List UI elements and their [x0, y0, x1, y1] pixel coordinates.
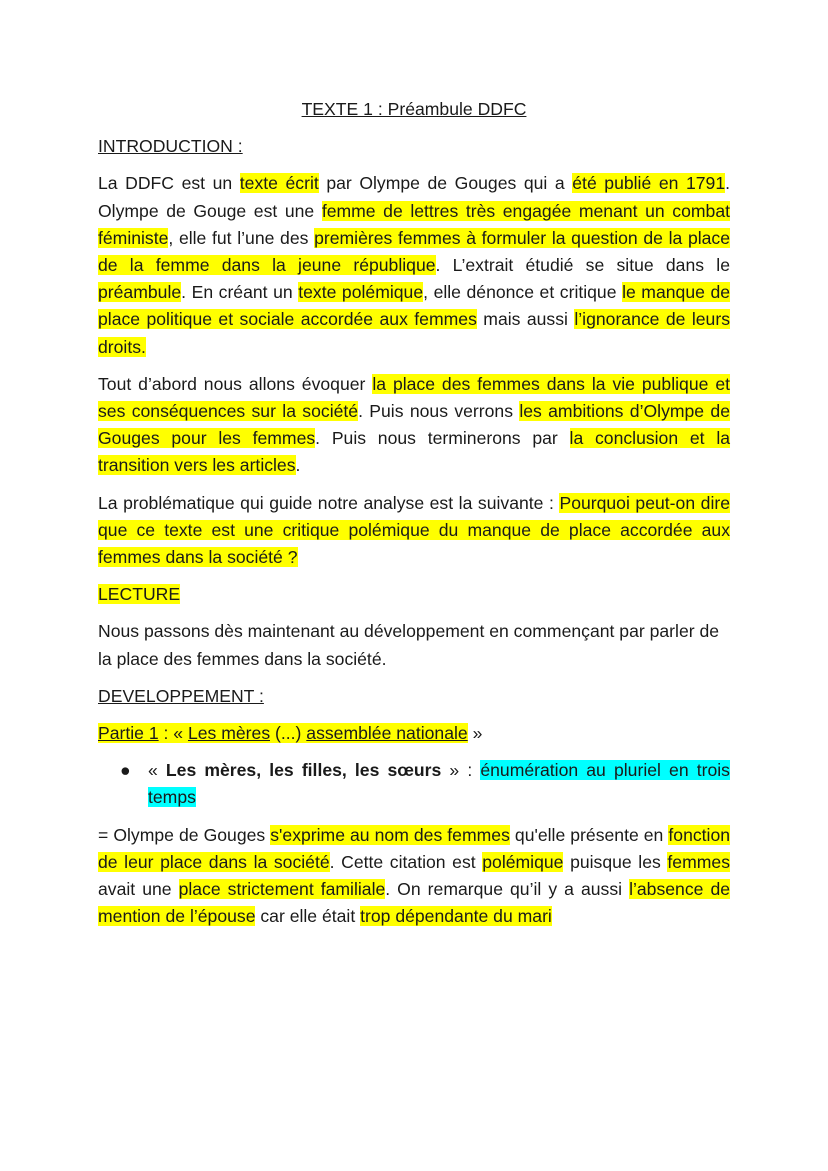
bullet-item	[98, 757, 730, 811]
transition-paragraph: Nous passons dès maintenant au développement en commençant par parler de la place des femmes dans la société.	[98, 621, 720, 669]
highlighted-text: préambule	[98, 282, 182, 303]
text-run: par Olympe de Gouges qui a	[318, 173, 573, 194]
highlighted-text: femme de lettres très engagée menant un combat féministe	[98, 200, 730, 248]
partie-quote-start: Les mères	[187, 723, 271, 744]
highlighted-text: trop dépendante du mari	[360, 906, 552, 927]
highlighted-text: texte écrit	[239, 173, 319, 194]
text-run: , elle dénonce et critique	[423, 282, 623, 303]
bullet-dot-icon: ●	[120, 760, 131, 781]
highlighted-text: l’absence de mention de l’épouse	[98, 879, 731, 927]
text-run: = Olympe de Gouges	[98, 824, 271, 845]
text-run: . Cette citation est	[329, 851, 483, 872]
text-run: . L’extrait étudié se situe dans le	[435, 255, 730, 276]
text-run: . En créant un	[181, 282, 299, 303]
text-run: avait une	[98, 879, 179, 900]
text-run: . Olympe de Gouge est une	[98, 173, 731, 221]
partie-quote-end: assemblée nationale	[306, 723, 468, 744]
text-run: qu'elle présente en	[509, 824, 669, 845]
document-title: TEXTE 1 : Préambule DDFC	[301, 99, 527, 119]
highlighted-text: le manque de place politique et sociale accordée aux femmes	[98, 282, 731, 330]
bullet-close: » :	[441, 760, 481, 781]
highlighted-text: fonction de leur place dans la société	[98, 824, 731, 872]
text-run: mais aussi	[476, 309, 575, 330]
text-run: Tout d’abord nous allons évoquer	[98, 373, 373, 394]
partie-ellipsis: (...)	[270, 723, 307, 744]
intro-paragraph-3	[98, 490, 730, 572]
text-run: . On remarque qu’il y a aussi	[385, 879, 630, 900]
partie-label: Partie 1	[98, 723, 159, 744]
partie-1-heading	[98, 720, 730, 747]
document-page	[98, 96, 730, 940]
lecture-label	[98, 581, 730, 608]
highlighted-text: l’ignorance de leurs droits.	[98, 309, 730, 357]
highlighted-text: Pourquoi peut-on dire que ce texte est une critique polémique du manque de place accordée aux femmes dans la société ?	[98, 492, 730, 568]
partie-separator: : «	[158, 723, 188, 744]
highlighted-text: été publié en 1791	[572, 173, 726, 194]
intro-paragraph-2	[98, 371, 730, 480]
highlighted-text: la place des femmes dans la vie publique et ses conséquences sur la société	[98, 373, 730, 422]
text-run: puisque les	[563, 851, 668, 872]
highlighted-text: s'exprime au nom des femmes	[270, 824, 510, 845]
highlighted-text: femmes	[667, 851, 730, 872]
text-run: , elle fut l’une des	[168, 227, 315, 248]
highlighted-text: polémique	[482, 851, 564, 872]
bullet-open: «	[148, 760, 166, 781]
text-run: .	[295, 455, 301, 476]
highlighted-text: les ambitions d’Olympe de Gouges pour les femmes	[98, 401, 730, 449]
analysis-paragraph	[98, 822, 730, 931]
highlighted-text: place strictement familiale	[178, 879, 386, 900]
bullet-analysis: énumération au pluriel en trois temps	[148, 760, 730, 808]
text-run: La DDFC est un	[98, 173, 240, 194]
text-run: . Puis nous terminerons par	[315, 428, 570, 449]
intro-paragraph-1	[98, 170, 730, 360]
text-run: car elle était	[255, 906, 361, 927]
partie-close: »	[467, 723, 483, 744]
introduction-heading: INTRODUCTION :	[98, 136, 243, 157]
lecture-text: LECTURE	[98, 584, 181, 605]
highlighted-text: la conclusion et la transition vers les articles	[98, 428, 731, 476]
text-run: La problématique qui guide notre analyse est la suivante :	[98, 492, 560, 513]
bullet-quote: Les mères, les filles, les sœurs	[165, 760, 442, 781]
highlighted-text: premières femmes à formuler la question de la place de la femme dans la jeune république	[98, 227, 731, 276]
highlighted-text: texte polémique	[298, 282, 424, 303]
text-run: . Puis nous verrons	[358, 401, 520, 422]
developpement-heading: DEVELOPPEMENT :	[98, 685, 264, 706]
